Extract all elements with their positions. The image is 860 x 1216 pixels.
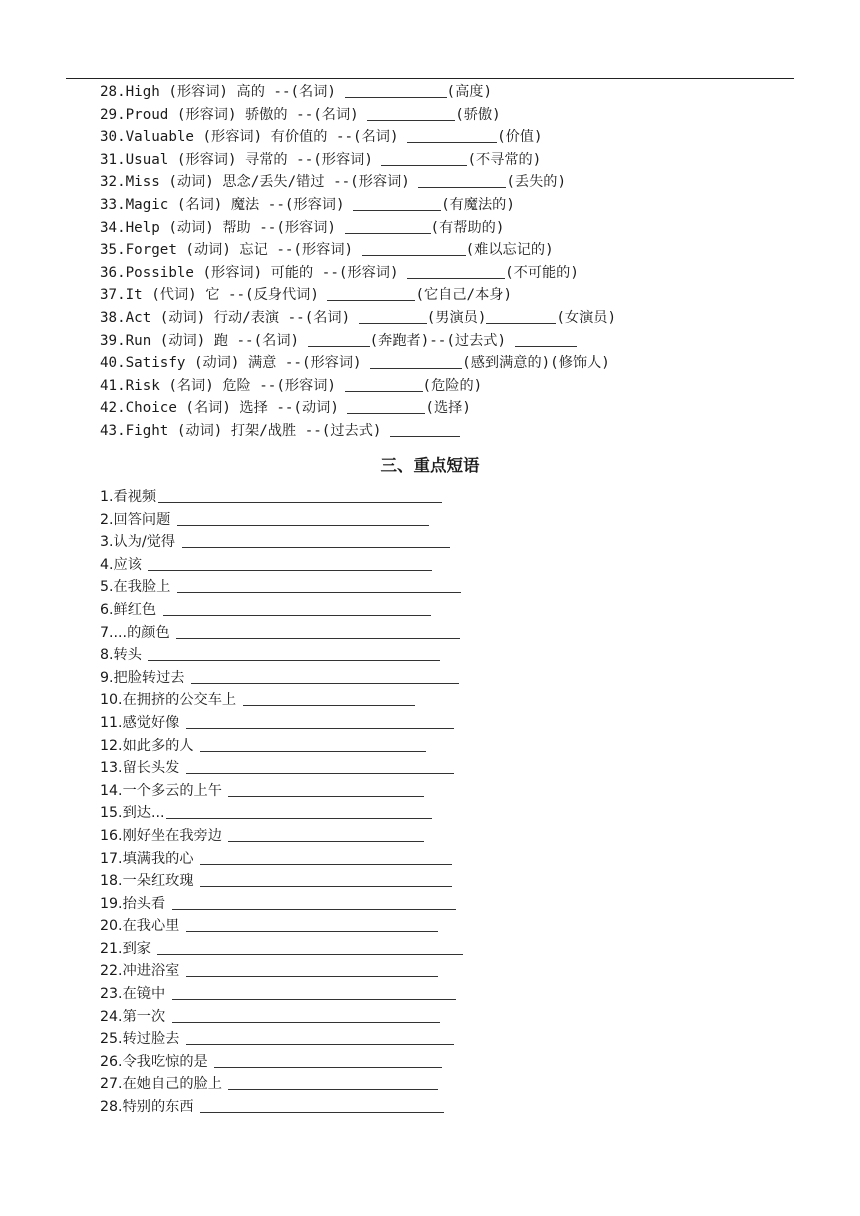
vocab-item bbox=[100, 194, 800, 217]
vocab-item bbox=[100, 126, 800, 149]
answer-blank[interactable] bbox=[148, 646, 440, 661]
phrase-label: 26.令我吃惊的是 bbox=[100, 1053, 213, 1070]
answer-blank[interactable] bbox=[191, 669, 459, 684]
vocab-item bbox=[100, 262, 800, 285]
phrase-item bbox=[100, 1028, 520, 1051]
answer-blank[interactable] bbox=[158, 488, 442, 503]
answer-blank[interactable] bbox=[172, 1008, 440, 1023]
vocab-text: (不寻常的) bbox=[467, 151, 542, 168]
vocab-text: 42.Choice (名词) 选择 --(动词) bbox=[100, 400, 348, 417]
phrase-label: 24.第一次 bbox=[100, 1008, 170, 1025]
vocab-text: 37.It (代词) 它 --(反身代词) bbox=[100, 287, 328, 304]
answer-blank[interactable] bbox=[186, 962, 438, 977]
phrase-label: 11.感觉好像 bbox=[100, 714, 184, 731]
answer-blank[interactable] bbox=[214, 1053, 442, 1068]
vocab-text: (男演员) bbox=[426, 309, 487, 326]
vocab-text: 41.Risk (名词) 危险 --(形容词) bbox=[100, 377, 345, 394]
phrase-label: 20.在我心里 bbox=[100, 918, 184, 935]
vocab-text: (价值) bbox=[497, 129, 543, 146]
vocab-text: (高度) bbox=[446, 84, 492, 100]
phrase-label: 4.应该 bbox=[100, 556, 147, 573]
vocab-text: 35.Forget (动词) 忘记 --(形容词) bbox=[100, 242, 362, 259]
vocab-text: (选择) bbox=[425, 400, 471, 417]
phrase-label: 16.刚好坐在我旁边 bbox=[100, 827, 227, 844]
phrase-label: 6.鲜红色 bbox=[100, 601, 161, 618]
vocab-item bbox=[100, 307, 800, 330]
answer-blank[interactable] bbox=[486, 309, 556, 324]
answer-blank[interactable] bbox=[177, 511, 429, 526]
answer-blank[interactable] bbox=[228, 827, 424, 842]
phrase-label: 21.到家 bbox=[100, 940, 156, 957]
answer-blank[interactable] bbox=[186, 917, 438, 932]
answer-blank[interactable] bbox=[228, 782, 424, 797]
vocab-item bbox=[100, 81, 800, 104]
answer-blank[interactable] bbox=[345, 83, 447, 98]
vocab-text: 28.High (形容词) 高的 --(名词) bbox=[100, 84, 345, 100]
phrase-label: 7....的颜色 bbox=[100, 624, 175, 641]
phrase-item bbox=[100, 531, 520, 554]
vocab-text: 33.Magic (名词) 魔法 --(形容词) bbox=[100, 196, 354, 213]
phrase-label: 10.在拥挤的公交车上 bbox=[100, 692, 241, 709]
phrase-item bbox=[100, 893, 520, 916]
vocab-item bbox=[100, 397, 800, 420]
answer-blank[interactable] bbox=[327, 286, 415, 301]
vocab-item bbox=[100, 149, 800, 172]
vocab-text: 31.Usual (形容词) 寻常的 --(形容词) bbox=[100, 151, 382, 168]
vocab-text: 39.Run (动词) 跑 --(名词) bbox=[100, 332, 308, 349]
answer-blank[interactable] bbox=[347, 399, 425, 414]
phrase-item bbox=[100, 1073, 520, 1096]
phrase-label: 22.冲进浴室 bbox=[100, 963, 184, 980]
answer-blank[interactable] bbox=[407, 128, 497, 143]
answer-blank[interactable] bbox=[177, 578, 461, 593]
phrase-item bbox=[100, 780, 520, 803]
phrase-label: 9.把脸转过去 bbox=[100, 669, 189, 686]
answer-blank[interactable] bbox=[362, 241, 466, 256]
answer-blank[interactable] bbox=[163, 601, 431, 616]
phrase-label: 27.在她自己的脸上 bbox=[100, 1076, 227, 1093]
vocab-text: 43.Fight (动词) 打架/战胜 --(过去式) bbox=[100, 422, 390, 439]
vocab-text: (骄傲) bbox=[455, 106, 501, 123]
answer-blank[interactable] bbox=[200, 872, 452, 887]
vocab-text: 32.Miss (动词) 思念/丢失/错过 --(形容词) bbox=[100, 174, 419, 191]
phrase-item bbox=[100, 486, 520, 509]
phrase-label: 23.在镜中 bbox=[100, 986, 170, 1003]
phrase-label: 18.一朵红玫瑰 bbox=[100, 873, 199, 890]
vocab-text: (不可能的) bbox=[505, 264, 579, 281]
answer-blank[interactable] bbox=[172, 985, 456, 1000]
vocab-item bbox=[100, 104, 800, 127]
phrase-item bbox=[100, 644, 520, 667]
vocab-text: 30.Valuable (形容词) 有价值的 --(名词) bbox=[100, 129, 408, 146]
vocab-text: (有魔法的) bbox=[441, 196, 515, 213]
phrase-item bbox=[100, 870, 520, 893]
answer-blank[interactable] bbox=[166, 804, 432, 819]
vocab-text: (难以忘记的) bbox=[465, 242, 554, 259]
answer-blank[interactable] bbox=[381, 151, 467, 166]
answer-blank[interactable] bbox=[172, 895, 456, 910]
answer-blank[interactable] bbox=[390, 422, 460, 437]
phrase-list bbox=[100, 486, 520, 1119]
answer-blank[interactable] bbox=[359, 309, 427, 324]
vocab-text: (奔跑者)--(过去式) bbox=[369, 332, 515, 349]
answer-blank[interactable] bbox=[243, 691, 415, 706]
section-title: 三、重点短语 bbox=[380, 456, 480, 475]
phrase-item bbox=[100, 915, 520, 938]
answer-blank[interactable] bbox=[370, 354, 462, 369]
answer-blank[interactable] bbox=[148, 556, 432, 571]
vocabulary-list bbox=[100, 81, 800, 443]
phrase-item bbox=[100, 735, 520, 758]
vocab-item bbox=[100, 239, 800, 262]
header-rule bbox=[66, 78, 794, 79]
answer-blank[interactable] bbox=[200, 737, 426, 752]
vocab-item bbox=[100, 284, 800, 307]
vocab-item bbox=[100, 330, 800, 353]
phrase-item bbox=[100, 757, 520, 780]
answer-blank[interactable] bbox=[186, 714, 454, 729]
phrase-item bbox=[100, 622, 520, 645]
answer-blank[interactable] bbox=[228, 1075, 438, 1090]
phrase-label: 25.转过脸去 bbox=[100, 1031, 184, 1048]
phrase-item bbox=[100, 960, 520, 983]
phrase-item bbox=[100, 599, 520, 622]
answer-blank[interactable] bbox=[157, 940, 463, 955]
phrase-label: 19.抬头看 bbox=[100, 895, 170, 912]
phrase-label: 28.特别的东西 bbox=[100, 1099, 199, 1116]
answer-blank[interactable] bbox=[308, 332, 370, 347]
phrase-item bbox=[100, 848, 520, 871]
phrase-label: 1.看视频 bbox=[100, 489, 157, 505]
phrase-item bbox=[100, 509, 520, 532]
answer-blank[interactable] bbox=[186, 759, 454, 774]
phrase-label: 2.回答问题 bbox=[100, 511, 175, 528]
answer-blank[interactable] bbox=[182, 533, 450, 548]
answer-blank[interactable] bbox=[345, 219, 431, 234]
vocab-text: (危险的) bbox=[422, 377, 483, 394]
vocab-text: (女演员) bbox=[556, 309, 617, 326]
vocab-text: 34.Help (动词) 帮助 --(形容词) bbox=[100, 219, 345, 236]
phrase-label: 8.转头 bbox=[100, 647, 147, 664]
vocab-text: (有帮助的) bbox=[430, 219, 505, 236]
phrase-item bbox=[100, 667, 520, 690]
answer-blank[interactable] bbox=[200, 850, 452, 865]
phrase-label: 5.在我脸上 bbox=[100, 579, 175, 596]
answer-blank[interactable] bbox=[345, 377, 423, 392]
answer-blank[interactable] bbox=[515, 332, 577, 347]
phrase-item bbox=[100, 938, 520, 961]
vocab-item bbox=[100, 352, 800, 375]
vocab-item bbox=[100, 171, 800, 194]
answer-blank[interactable] bbox=[186, 1030, 454, 1045]
vocab-text: (丢失的) bbox=[506, 174, 567, 191]
answer-blank[interactable] bbox=[418, 173, 506, 188]
phrase-label: 17.填满我的心 bbox=[100, 850, 199, 867]
phrase-item bbox=[100, 1006, 520, 1029]
phrase-item bbox=[100, 802, 520, 825]
phrase-item bbox=[100, 576, 520, 599]
answer-blank[interactable] bbox=[200, 1098, 444, 1113]
vocab-text: 36.Possible (形容词) 可能的 --(形容词) bbox=[100, 264, 408, 281]
vocab-text: (感到满意的)(修饰人) bbox=[462, 355, 610, 372]
phrase-label: 12.如此多的人 bbox=[100, 737, 199, 754]
phrase-label: 13.留长头发 bbox=[100, 760, 184, 777]
phrase-item bbox=[100, 554, 520, 577]
vocab-text: (它自己/本身) bbox=[415, 287, 513, 304]
answer-blank[interactable] bbox=[407, 264, 505, 279]
phrase-label: 3.认为/觉得 bbox=[100, 534, 180, 551]
answer-blank[interactable] bbox=[176, 624, 460, 639]
vocab-item bbox=[100, 420, 800, 443]
phrase-item bbox=[100, 983, 520, 1006]
vocab-text: 40.Satisfy (动词) 满意 --(形容词) bbox=[100, 355, 371, 372]
vocab-item bbox=[100, 217, 800, 240]
answer-blank[interactable] bbox=[367, 106, 455, 121]
phrase-item bbox=[100, 1096, 520, 1119]
vocab-text: 29.Proud (形容词) 骄傲的 --(名词) bbox=[100, 106, 368, 123]
phrase-item bbox=[100, 712, 520, 735]
vocab-text: 38.Act (动词) 行动/表演 --(名词) bbox=[100, 309, 359, 326]
phrase-item bbox=[100, 1051, 520, 1074]
phrase-label: 14.一个多云的上午 bbox=[100, 782, 227, 799]
answer-blank[interactable] bbox=[353, 196, 441, 211]
vocab-item bbox=[100, 375, 800, 398]
phrase-label: 15.到达... bbox=[100, 805, 165, 822]
phrase-item bbox=[100, 825, 520, 848]
phrase-item bbox=[100, 689, 520, 712]
